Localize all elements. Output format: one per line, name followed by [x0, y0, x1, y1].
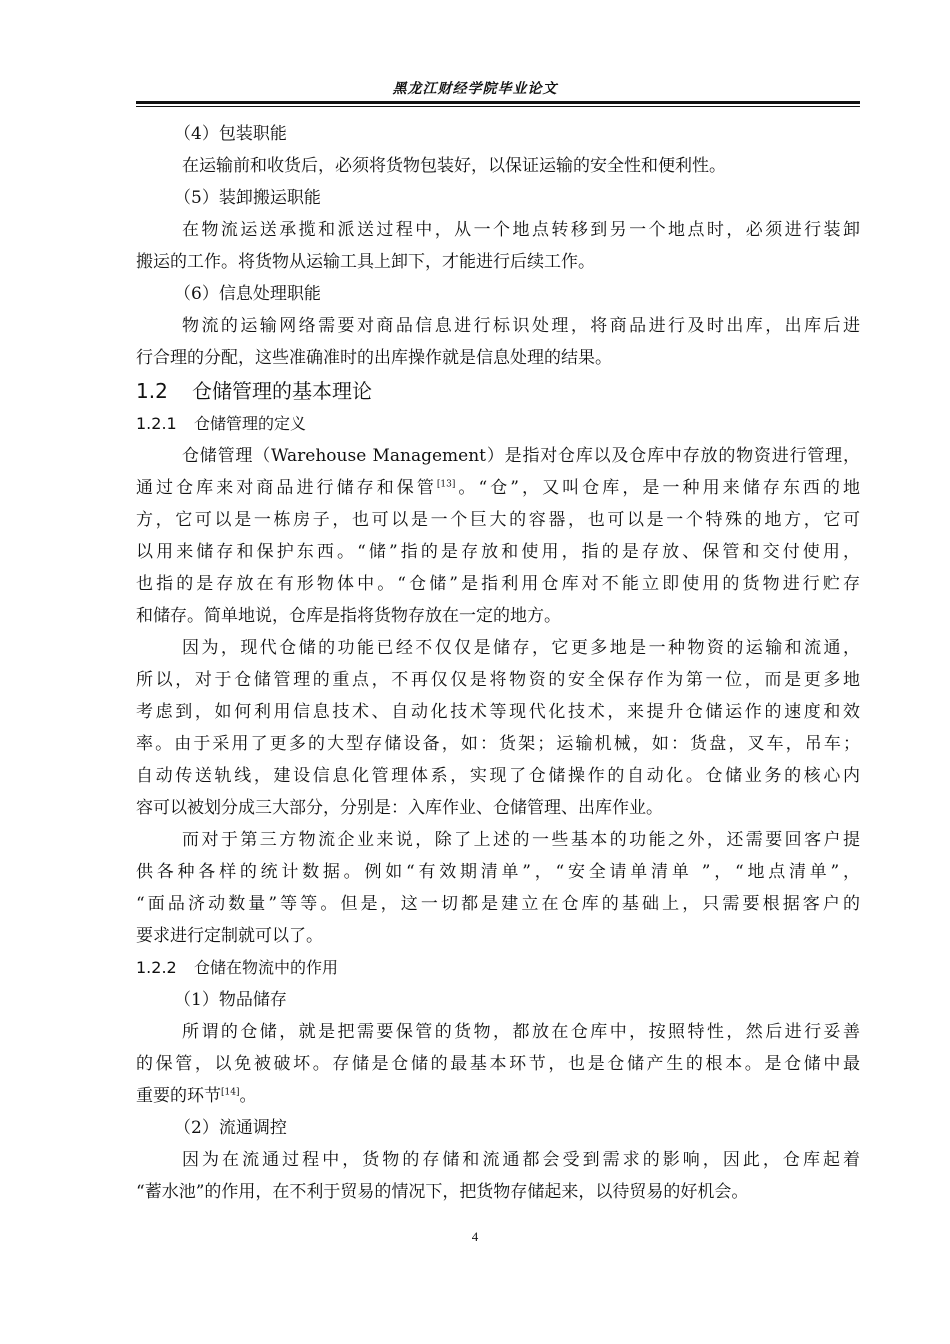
subsection-title: 仓储管理的定义 — [194, 414, 307, 433]
paragraph-line: 仓储管理（Warehouse Management）是指对仓库以及仓库中存放的物资进行管理， — [182, 446, 860, 466]
paragraph-line — [136, 1080, 860, 1112]
subsection-heading — [136, 408, 860, 440]
item-title: （6）信息处理职能 — [174, 284, 321, 304]
citation-ref: [13] — [436, 479, 456, 490]
paragraph-line: 所以，对于仓储管理的重点，不再仅仅是将物资的安全保存作为第一位，而是更多地 — [136, 670, 860, 690]
paragraph-line: 和储存。简单地说，仓库是指将货物存放在一定的地方。 — [136, 606, 561, 626]
paragraph-line: 考虑到，如何利用信息技术、自动化技术等现代化技术，来提升仓储运作的速度和效 — [136, 702, 860, 722]
paragraph-line: 也指的是存放在有形物体中。“仓储”是指利用仓库对不能立即使用的货物进行贮存 — [136, 574, 860, 594]
section-title: 仓储管理的基本理论 — [192, 379, 372, 403]
header-rule-thick — [136, 101, 860, 104]
running-header: 黑龙江财经学院毕业论文 — [392, 81, 558, 97]
text-run: 重要的环节 — [136, 1086, 221, 1106]
item-title: （4）包装职能 — [174, 124, 287, 144]
paragraph-line: 因为在流通过程中，货物的存储和流通都会受到需求的影响，因此，仓库起着 — [182, 1150, 860, 1170]
subsection-heading — [136, 952, 860, 984]
paragraph-line: “面品济动数量”等等。但是，这一切都是建立在仓库的基础上，只需要根据客户的 — [136, 894, 860, 914]
page-number: 4 — [471, 1229, 479, 1244]
paragraph-line: 要求进行定制就可以了。 — [136, 926, 323, 946]
text-run: 通过仓库来对商品进行储存和保管 — [136, 478, 437, 498]
paragraph-line — [136, 472, 860, 504]
paragraph-line: 而对于第三方物流企业来说，除了上述的一些基本的功能之外，还需要回客户提 — [182, 830, 860, 850]
subsection-number: 1.2.2 — [136, 958, 177, 977]
section-heading — [136, 374, 860, 408]
subsection-number: 1.2.1 — [136, 414, 177, 433]
item-title: （5）装卸搬运职能 — [174, 188, 321, 208]
paragraph-line: 方，它可以是一栋房子，也可以是一个巨大的容器，也可以是一个特殊的地方，它可 — [136, 510, 860, 530]
paragraph-line: 以用来储存和保护东西。“储”指的是存放和使用，指的是存放、保管和交付使用， — [136, 542, 860, 562]
paragraph-line: 因为，现代仓储的功能已经不仅仅是储存，它更多地是一种物资的运输和流通， — [182, 638, 860, 658]
paragraph-line: 的保管，以免被破坏。存储是仓储的最基本环节，也是仓储产生的根本。是仓储中最 — [136, 1054, 860, 1074]
paragraph-line: 在运输前和收货后，必须将货物包装好，以保证运输的安全性和便利性。 — [182, 156, 726, 176]
paragraph-line: 在物流运送承揽和派送过程中，从一个地点转移到另一个地点时，必须进行装卸 — [182, 220, 860, 240]
paragraph-line: 行合理的分配，这些准确准时的出库操作就是信息处理的结果。 — [136, 348, 612, 368]
paragraph-line: 率。由于采用了更多的大型存储设备，如：货架；运输机械，如：货盘，叉车，吊车； — [136, 734, 860, 754]
citation-ref: [14] — [221, 1087, 240, 1098]
paragraph-line: 所谓的仓储，就是把需要保管的货物，都放在仓库中，按照特性，然后进行妥善 — [182, 1022, 860, 1042]
text-run: 。 — [239, 1086, 257, 1106]
paragraph-line: 自动传送轨线，建设信息化管理体系，实现了仓储操作的自动化。仓储业务的核心内 — [136, 766, 860, 786]
section-number: 1.2 — [136, 379, 168, 403]
paragraph-line: 供各种各样的统计数据。例如“有效期清单”，“安全请单清单 ”，“地点清单”， — [136, 862, 860, 882]
header-rule-thin — [136, 106, 860, 107]
item-title: （1）物品储存 — [174, 990, 287, 1010]
paragraph-line: “蓄水池”的作用，在不利于贸易的情况下，把货物存储起来，以待贸易的好机会。 — [136, 1182, 749, 1202]
paragraph-line: 搬运的工作。将货物从运输工具上卸下，才能进行后续工作。 — [136, 252, 595, 272]
item-title: （2）流通调控 — [174, 1118, 287, 1138]
subsection-title: 仓储在物流中的作用 — [194, 958, 339, 977]
paragraph-line: 物流的运输网络需要对商品信息进行标识处理，将商品进行及时出库，出库后进 — [182, 316, 860, 336]
paragraph-line: 容可以被划分成三大部分，分别是：入库作业、仓储管理、出库作业。 — [136, 798, 663, 818]
text-run: 。“仓”，又叫仓库，是一种用来储存东西的地 — [455, 478, 860, 498]
body-text — [136, 118, 860, 1208]
